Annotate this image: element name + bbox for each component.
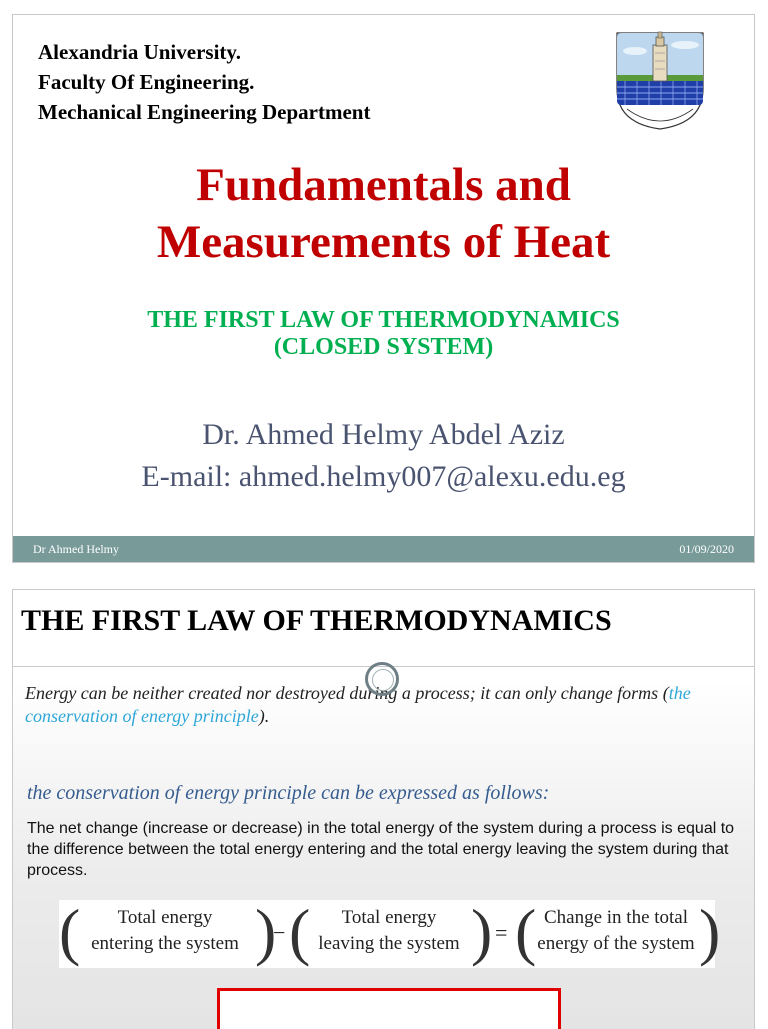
- title-line: Measurements of Heat: [156, 216, 611, 268]
- slide-ornament-icon: [365, 662, 399, 696]
- principle-statement: The net change (increase or decrease) in the total energy of the system during a process is equal to the difference between the total energy entering and the total energy leaving the system during that process.: [27, 820, 735, 879]
- highlighted-formula-box: [217, 988, 561, 1029]
- title-line: Fundamentals and: [196, 159, 571, 211]
- eq-term-line: leaving the system: [318, 933, 460, 954]
- left-paren-icon: (: [59, 896, 81, 967]
- principle-highlight: the conservation of energy principle: [25, 683, 691, 726]
- presentation-subtitle: [13, 307, 754, 361]
- eq-term-line: Change in the total: [543, 907, 689, 928]
- institution-line: Alexandria University.: [38, 40, 241, 64]
- definition-end: ).: [258, 706, 270, 726]
- author-name: Dr. Ahmed Helmy Abdel Aziz: [202, 418, 565, 451]
- minus-operator: −: [273, 920, 286, 945]
- energy-out-term: [305, 905, 473, 957]
- slide-title: THE FIRST LAW OF THERMODYNAMICS: [21, 604, 612, 637]
- institution-line: Faculty Of Engineering.: [38, 70, 255, 94]
- definition-text: Energy can be neither created nor destroyed during a process; it can only change forms (: [25, 683, 669, 703]
- content-slide: [12, 589, 755, 1029]
- energy-balance-equation: [59, 896, 721, 968]
- right-paren-icon: ): [699, 896, 721, 967]
- energy-change-term: [531, 905, 701, 957]
- eq-term-line: entering the system: [91, 933, 239, 954]
- slide-footer: [13, 536, 754, 562]
- presentation-title: [13, 157, 754, 271]
- left-paren-icon: (: [289, 896, 311, 967]
- author-email: E-mail: ahmed.helmy007@alexu.edu.eg: [141, 460, 626, 493]
- institution-line: Mechanical Engineering Department: [38, 100, 371, 124]
- eq-term-line: Total energy: [341, 907, 437, 928]
- equals-operator: =: [495, 920, 508, 945]
- eq-term-line: Total energy: [117, 907, 213, 928]
- footer-date: 01/09/2020: [679, 542, 734, 556]
- slide-body: [13, 682, 754, 1029]
- energy-in-term: [75, 905, 255, 957]
- author-block: [13, 415, 754, 497]
- principle-heading: the conservation of energy principle can be expressed as follows:: [27, 782, 550, 804]
- eq-term-line: energy of the system: [537, 933, 695, 954]
- alexandria-university-seal-icon: [605, 23, 715, 133]
- subtitle-line: THE FIRST LAW OF THERMODYNAMICS: [147, 307, 620, 333]
- right-paren-icon: ): [471, 896, 493, 967]
- subtitle-line: (CLOSED SYSTEM): [273, 334, 494, 360]
- left-paren-icon: (: [515, 896, 537, 967]
- right-paren-icon: ): [255, 896, 277, 967]
- title-slide: [12, 14, 755, 563]
- institution-block: [38, 37, 370, 127]
- footer-author: Dr Ahmed Helmy: [33, 542, 119, 556]
